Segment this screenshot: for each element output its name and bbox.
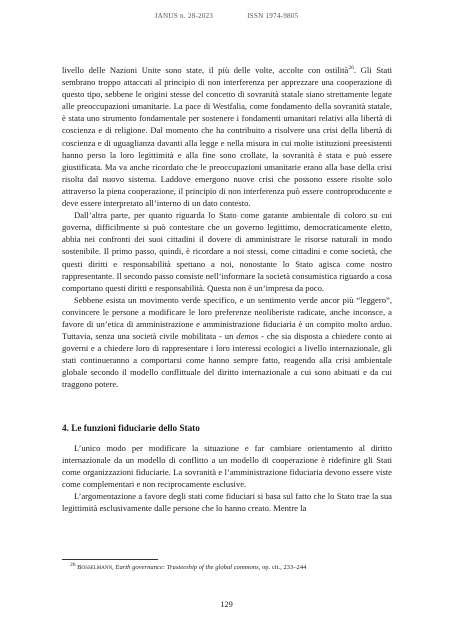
footnote-number: 26 xyxy=(70,561,76,568)
body-text-bottom xyxy=(62,442,392,515)
footnote-title: Earth governance: Trusteeship of the global commons xyxy=(115,564,259,571)
paragraph-3-text-a: Sebbene esista un movimento verde specifico, e un sentimento verde ancor più “leggero”, convincere le persone a modificare le loro preferenze neoliberiste radicate, anche inconsce, a favore di un’etica di amministrazione e amministrazione fiduciaria è un compito molto arduo. Tuttavia, senza una società civile mobilitata - un xyxy=(62,294,392,342)
journal-issue: JANUS n. 28-2023 xyxy=(154,12,214,20)
demos-term: demos xyxy=(236,331,259,342)
page-number: 129 xyxy=(220,600,233,609)
paragraph-3-text-b: - che sia disposta a chiedere conto ai governi e a chiedere loro di rappresentare i loro interessi ecologici a livello internazionale, gli stati continueranno a comportarsi come hanno sempre fatto, reagendo alla crisi ambientale globale secondo il modello conflittuale del diritto internazionale a cui sono abituati e da cui traggono potere. xyxy=(62,331,392,390)
paragraph-5: L’argomentazione a favore degli stati come fiduciari si basa sul fatto che lo Stato trae la sua legittimità esclusivamente dalle persone che lo hanno creato. Mentre la xyxy=(62,491,392,514)
paragraph-1 xyxy=(62,64,392,209)
section-heading: 4. Le funzioni fiduciarie dello Stato xyxy=(62,423,200,433)
footnote-26: $^{26}$ Bosselmann, Earth governance: Trusteeship of the global commons, op. cit., 233–244 xyxy=(70,561,307,571)
paragraph-3 xyxy=(62,294,392,391)
body-text-top xyxy=(62,64,392,391)
paragraph-1-text-a: livello delle Nazioni Unite sono state, il più delle volte, accolte con ostilità xyxy=(62,65,349,75)
footnote-author: Bosselmann xyxy=(77,564,113,571)
journal-issn: ISSN 1974-9805 xyxy=(247,12,299,20)
running-header xyxy=(0,12,453,20)
footnote-citation-rest: , op. cit., 233–244 xyxy=(258,564,307,571)
paragraph-1-text-b: . Gli Stati sembrano troppo attaccati al principio di non interferenza per apprezzare una cooperazione di questo tipo, sebbene le origini stesse del concetto di sovranità statale siano strettamente legate alle preoccupazioni umanitarie. La pace di Westfalia, come fondamento della sovranità statale, è stata uno strumento fondamentale per sostenere i fondamenti umanitari relativi alla libertà di coscienza e di religione. Dal momento che ha contribuito a risolvere una crisi della libertà di coscienza e di uguaglianza davanti alla legge e nella misura in cui molte istituzioni preesistenti hanno perso la loro legittimità e alla fine sono crollate, la sovranità è stata e può essere giustificata. Ma va anche ricordato che le preoccupazioni umanitarie erano alla base della crisi risolta dal nuovo sistema. Laddove emergono nuove crisi che possono essere risolte solo attraverso la piena cooperazione, il principio di non interferenza può essere controproducente e deve essere interpretato all’interno di un dato contesto. xyxy=(62,65,392,209)
footnote-ref-26: 26 xyxy=(348,65,354,72)
footnote-divider xyxy=(62,559,158,560)
paragraph-2: Dall’altra parte, per quanto riguarda lo Stato come garante ambientale di coloro su cui governa, difficilmente si può contestare che un governo legittimo, democraticamente eletto, abbia nei confronti dei suoi cittadini il dovere di amministrare le risorse naturali in modo sostenibile. Il primo passo, quindi, è ricordare a noi stessi, come cittadini e come società, che questi diritti e responsabilità spettano a noi, nonostante lo Stato agisca come nostro rappresentante. Il secondo passo consiste nell’informare la società consumistica riguardo a cosa comportano questi diritti e responsabilità. Questa non è un’impresa da poco. xyxy=(62,210,392,293)
paragraph-4: L’unico modo per modificare la situazione e far cambiare orientamento al diritto internazionale da un modello di conflitto a un modello di cooperazione è ridefinire gli Stati come organizzazioni fiduciarie. La sovranità e l’amministrazione fiduciaria devono essere viste come complementari e non reciprocamente esclusive. xyxy=(62,443,392,490)
